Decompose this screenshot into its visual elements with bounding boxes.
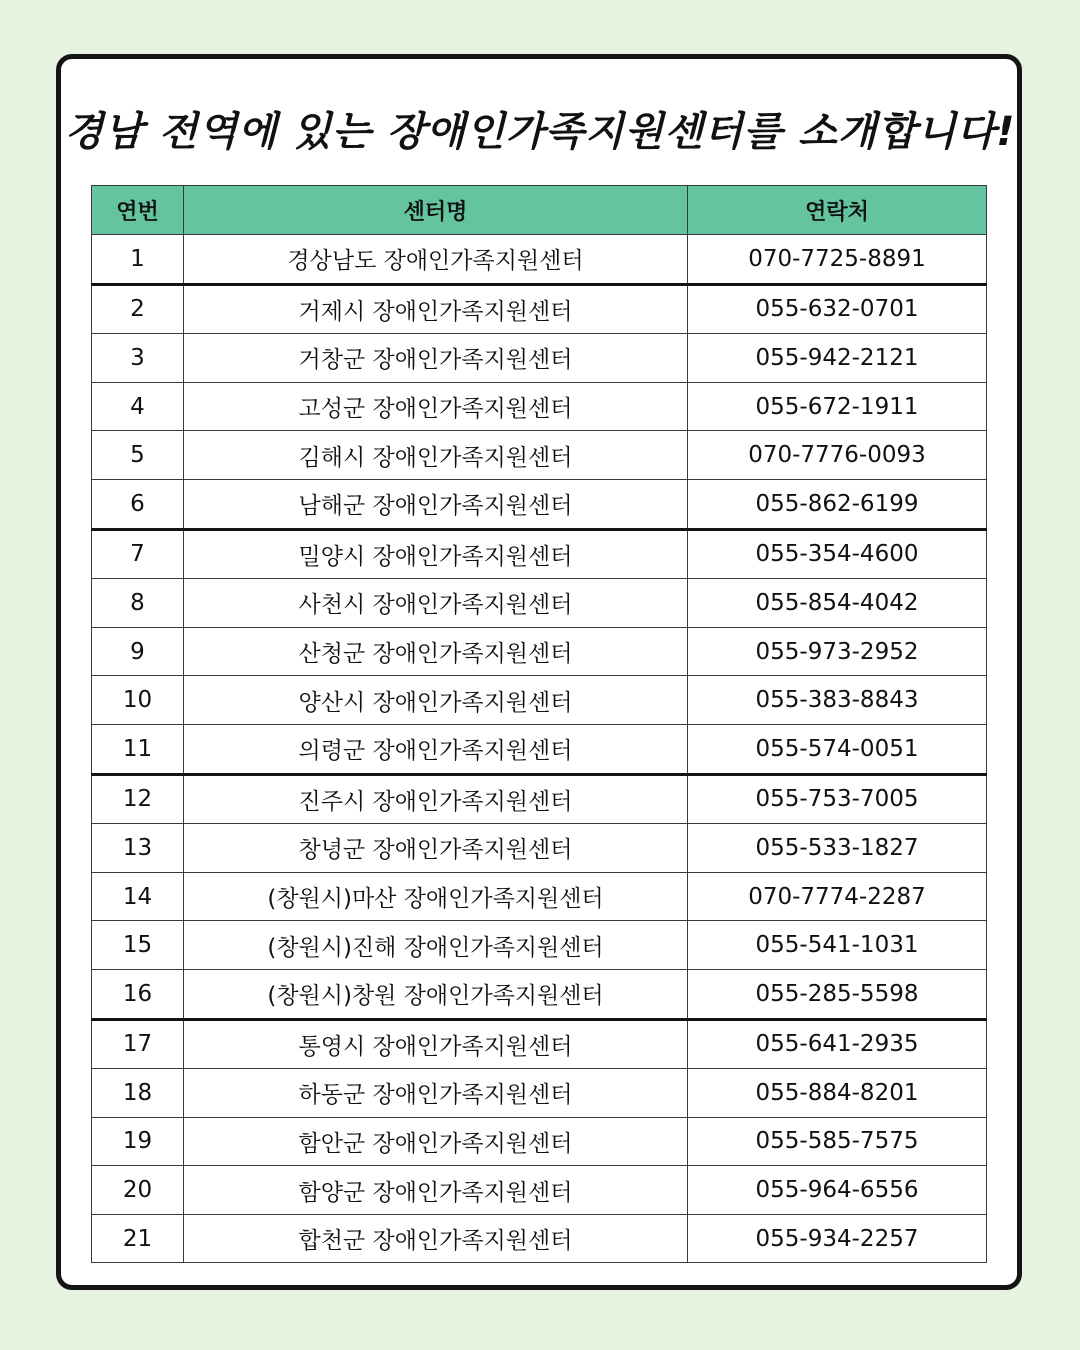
row-center-name: 의령군 장애인가족지원센터 xyxy=(184,724,688,774)
row-center-name: 산청군 장애인가족지원센터 xyxy=(184,627,688,676)
row-phone: 055-854-4042 xyxy=(688,579,987,628)
row-no: 2 xyxy=(92,284,184,334)
row-no: 11 xyxy=(92,724,184,774)
row-phone: 055-585-7575 xyxy=(688,1117,987,1166)
table-row xyxy=(92,334,987,383)
header-phone: 연락처 xyxy=(688,186,987,235)
table-row xyxy=(92,529,987,579)
table-row xyxy=(92,479,987,529)
row-phone: 055-672-1911 xyxy=(688,382,987,431)
table-row xyxy=(92,1069,987,1118)
row-no: 16 xyxy=(92,969,184,1019)
row-no: 3 xyxy=(92,334,184,383)
row-no: 5 xyxy=(92,431,184,480)
row-no: 12 xyxy=(92,774,184,824)
table-row xyxy=(92,1117,987,1166)
row-center-name: (창원시)마산 장애인가족지원센터 xyxy=(184,872,688,921)
table-row xyxy=(92,627,987,676)
page-title: 경남 전역에 있는 장애인가족지원센터를 소개합니다! xyxy=(64,109,1016,155)
row-phone: 070-7776-0093 xyxy=(688,431,987,480)
table-row xyxy=(92,431,987,480)
row-phone: 070-7774-2287 xyxy=(688,872,987,921)
table-header-row xyxy=(92,186,987,235)
row-center-name: 하동군 장애인가족지원센터 xyxy=(184,1069,688,1118)
row-no: 10 xyxy=(92,676,184,725)
table-row xyxy=(92,724,987,774)
table-row xyxy=(92,676,987,725)
table-row xyxy=(92,382,987,431)
row-no: 9 xyxy=(92,627,184,676)
row-phone: 055-753-7005 xyxy=(688,774,987,824)
table-row xyxy=(92,969,987,1019)
row-phone: 055-884-8201 xyxy=(688,1069,987,1118)
row-no: 1 xyxy=(92,235,184,285)
row-no: 19 xyxy=(92,1117,184,1166)
row-no: 14 xyxy=(92,872,184,921)
row-center-name: 밀양시 장애인가족지원센터 xyxy=(184,529,688,579)
table-row xyxy=(92,1019,987,1069)
row-center-name: 거제시 장애인가족지원센터 xyxy=(184,284,688,334)
row-center-name: 경상남도 장애인가족지원센터 xyxy=(184,235,688,285)
center-table xyxy=(91,185,987,1263)
row-phone: 055-574-0051 xyxy=(688,724,987,774)
table-row xyxy=(92,284,987,334)
row-no: 4 xyxy=(92,382,184,431)
row-phone: 055-973-2952 xyxy=(688,627,987,676)
row-center-name: 통영시 장애인가족지원센터 xyxy=(184,1019,688,1069)
table-row xyxy=(92,235,987,285)
header-name: 센터명 xyxy=(184,186,688,235)
row-no: 6 xyxy=(92,479,184,529)
row-phone: 055-533-1827 xyxy=(688,824,987,873)
row-center-name: 거창군 장애인가족지원센터 xyxy=(184,334,688,383)
row-center-name: (창원시)창원 장애인가족지원센터 xyxy=(184,969,688,1019)
table-row xyxy=(92,1166,987,1215)
row-center-name: 창녕군 장애인가족지원센터 xyxy=(184,824,688,873)
row-no: 17 xyxy=(92,1019,184,1069)
row-no: 13 xyxy=(92,824,184,873)
row-center-name: 합천군 장애인가족지원센터 xyxy=(184,1214,688,1263)
row-phone: 055-934-2257 xyxy=(688,1214,987,1263)
table-row xyxy=(92,872,987,921)
row-phone: 055-632-0701 xyxy=(688,284,987,334)
row-no: 7 xyxy=(92,529,184,579)
table-row xyxy=(92,579,987,628)
table-row xyxy=(92,1214,987,1263)
table-row xyxy=(92,921,987,970)
row-phone: 055-383-8843 xyxy=(688,676,987,725)
row-center-name: 남해군 장애인가족지원센터 xyxy=(184,479,688,529)
header-no: 연번 xyxy=(92,186,184,235)
table-row xyxy=(92,774,987,824)
row-phone: 055-285-5598 xyxy=(688,969,987,1019)
row-phone: 055-541-1031 xyxy=(688,921,987,970)
row-phone: 055-964-6556 xyxy=(688,1166,987,1215)
row-center-name: 진주시 장애인가족지원센터 xyxy=(184,774,688,824)
row-center-name: 양산시 장애인가족지원센터 xyxy=(184,676,688,725)
row-no: 18 xyxy=(92,1069,184,1118)
row-center-name: 김해시 장애인가족지원센터 xyxy=(184,431,688,480)
row-center-name: (창원시)진해 장애인가족지원센터 xyxy=(184,921,688,970)
row-no: 21 xyxy=(92,1214,184,1263)
row-no: 8 xyxy=(92,579,184,628)
row-center-name: 사천시 장애인가족지원센터 xyxy=(184,579,688,628)
row-center-name: 고성군 장애인가족지원센터 xyxy=(184,382,688,431)
table-row xyxy=(92,824,987,873)
row-phone: 055-942-2121 xyxy=(688,334,987,383)
row-phone: 055-354-4600 xyxy=(688,529,987,579)
row-center-name: 함양군 장애인가족지원센터 xyxy=(184,1166,688,1215)
row-center-name: 함안군 장애인가족지원센터 xyxy=(184,1117,688,1166)
row-phone: 055-862-6199 xyxy=(688,479,987,529)
row-phone: 055-641-2935 xyxy=(688,1019,987,1069)
row-no: 15 xyxy=(92,921,184,970)
row-phone: 070-7725-8891 xyxy=(688,235,987,285)
row-no: 20 xyxy=(92,1166,184,1215)
